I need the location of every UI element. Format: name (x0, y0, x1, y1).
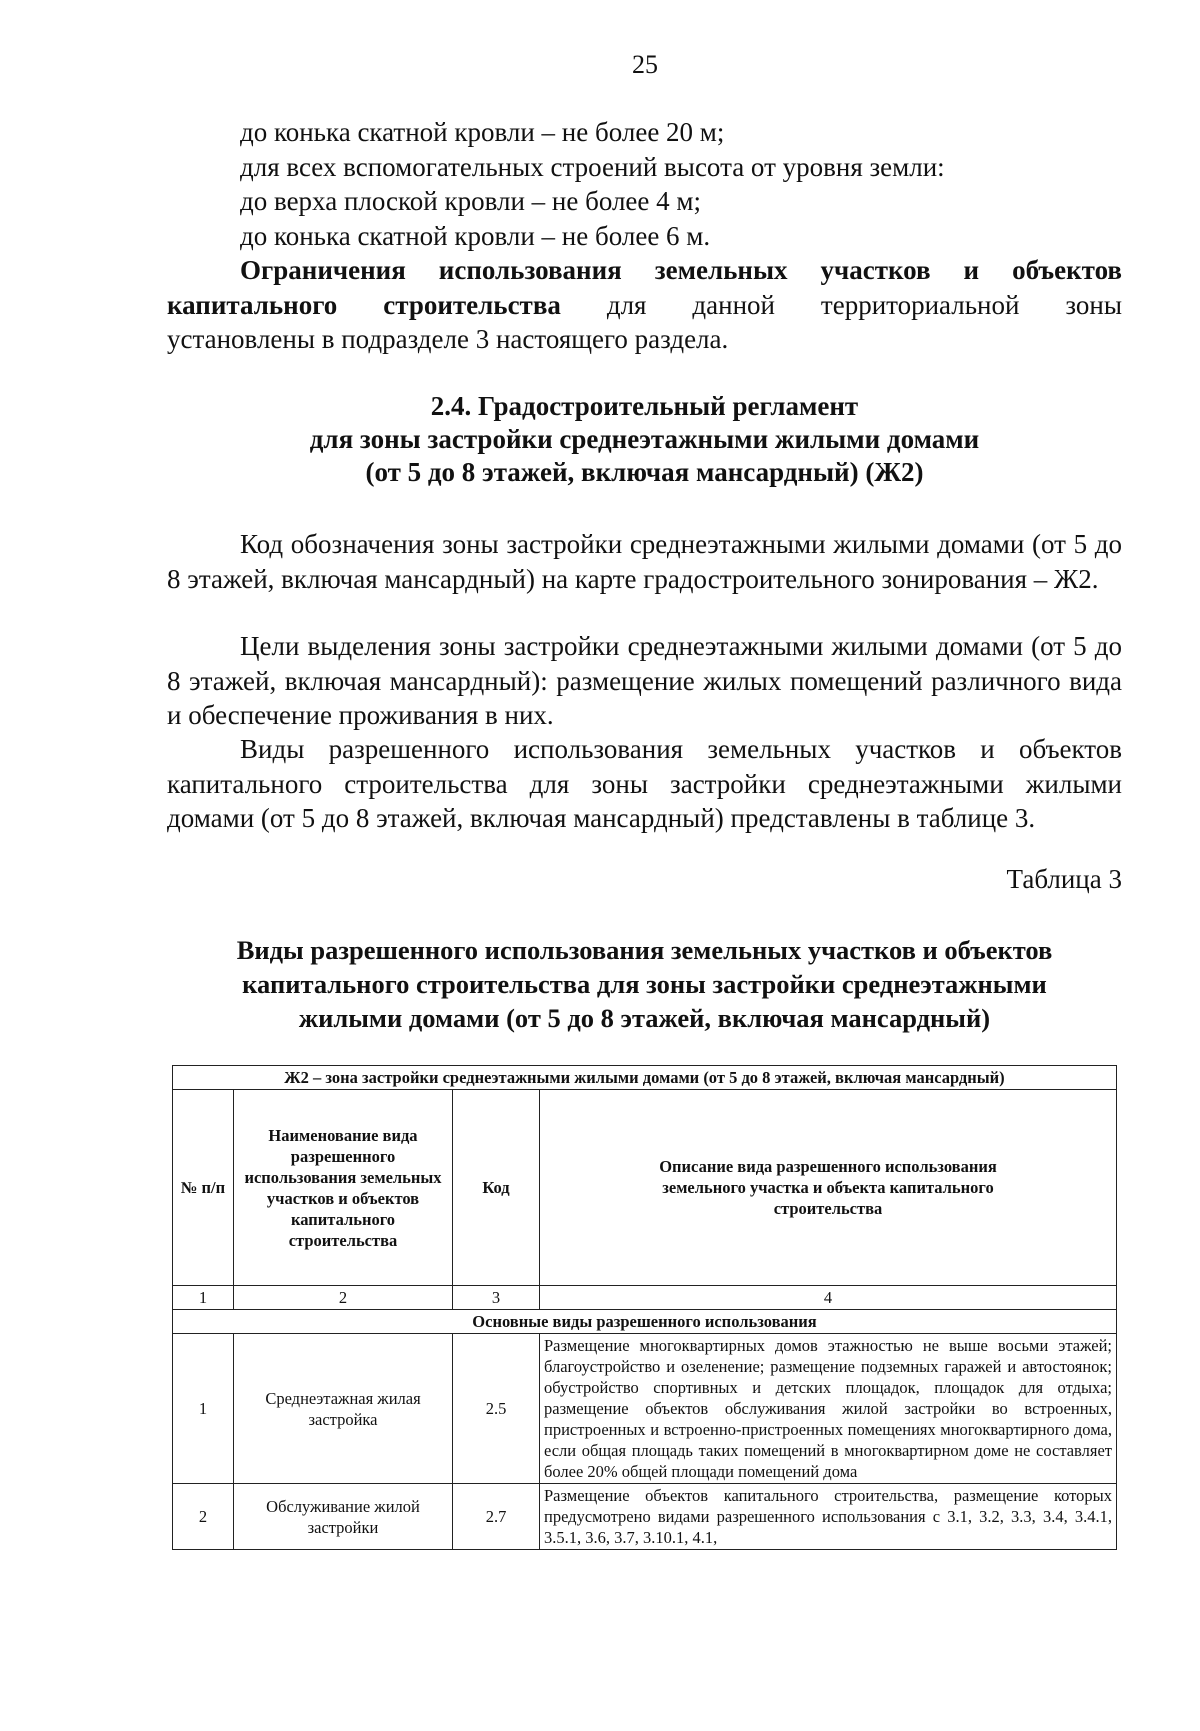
restrictions-paragraph (167, 253, 1122, 357)
row-description: Размещение объектов капитального строительства, размещение которых предусмотрено видами разрешенного использования с 3.1, 3.2, 3.3, 3.4, 3.4.1, 3.5.1, 3.6, 3.7, 3.10.1, 4.1, (540, 1484, 1117, 1550)
row-code: 2.5 (453, 1334, 540, 1484)
column-header-description: Описание вида разрешенного использования земельного участка и объекта капитального строительства (540, 1090, 1117, 1286)
table-title-line: жилыми домами (от 5 до 8 этажей, включая мансардный) (298, 1003, 991, 1033)
restrictions-bold-line: Ограничения использования земельных участков и объектов (240, 255, 1122, 285)
uses-paragraph (167, 732, 1122, 836)
height-limits-list (240, 115, 1140, 253)
row-name: Обслуживание жилой застройки (234, 1484, 453, 1550)
zone-header-cell: Ж2 – зона застройки среднеэтажными жилыми домами (от 5 до 8 этажей, включая мансардный) (173, 1066, 1117, 1090)
code-paragraph (167, 527, 1122, 596)
table-label: Таблица 3 (1006, 864, 1122, 894)
zone-header-row (173, 1066, 1117, 1090)
column-number: 4 (540, 1286, 1117, 1310)
table-title-line: Виды разрешенного использования земельных участков и объектов (236, 935, 1053, 965)
table-row (173, 1334, 1117, 1484)
paragraph-text: Виды разрешенного использования земельных участков и объектов капитального строительства для зоны застройки среднеэтажными жилыми домами (от 5 до 8 этажей, включая мансардный) представлены в таблице 3. (167, 734, 1122, 833)
text-line: для всех вспомогательных строений высота от уровня земли: (240, 151, 945, 182)
row-name: Среднеэтажная жилая застройка (234, 1334, 453, 1484)
column-header-num: № п/п (173, 1090, 234, 1286)
page-number: 25 (632, 50, 658, 79)
section-heading (167, 390, 1122, 489)
table-title (167, 933, 1122, 1035)
text-line: до верха плоской кровли – не более 4 м; (240, 186, 701, 216)
text-line: до конька скатной кровли – не более 6 м. (240, 220, 711, 251)
paragraph-text: Код обозначения зоны застройки среднеэтажными жилыми домами (от 5 до 8 этажей, включая мансардный) на карте градостроительного зонирования – Ж2. (167, 529, 1122, 594)
table-row (173, 1484, 1117, 1550)
column-number: 3 (453, 1286, 540, 1310)
column-number-row (173, 1286, 1117, 1310)
restrictions-last-line: установлены в подразделе 3 настоящего раздела. (167, 324, 729, 354)
restrictions-normal-part: для данной территориальной зоны (560, 289, 1122, 320)
section-heading-line: (от 5 до 8 этажей, включая мансардный) (Ж2) (365, 457, 924, 487)
section-row (173, 1310, 1117, 1334)
text-line: до конька скатной кровли – не более 20 м; (240, 117, 725, 147)
column-header-name: Наименование вида разрешенного использования земельных участков и объектов капитального строительства (234, 1090, 453, 1286)
section-heading-line: для зоны застройки среднеэтажными жилыми домами (309, 424, 980, 454)
column-header-code: Код (453, 1090, 540, 1286)
section-heading-line: 2.4. Градостроительный регламент (430, 391, 859, 421)
table-title-line: капитального строительства для зоны застройки среднеэтажными (242, 969, 1047, 999)
column-header-row (173, 1090, 1117, 1286)
row-code: 2.7 (453, 1484, 540, 1550)
goals-paragraph (167, 629, 1122, 733)
column-number: 1 (173, 1286, 234, 1310)
section-row-cell: Основные виды разрешенного использования (173, 1310, 1117, 1334)
row-num: 1 (173, 1334, 234, 1484)
column-number: 2 (234, 1286, 453, 1310)
row-description: Размещение многоквартирных домов этажностью не выше восьми этажей; благоустройство и озеленение; размещение подземных гаражей и автостоянок; обустройство спортивных и детских площадок, площадок для отдыха; размещение объектов обслуживания жилой застройки во встроенных, пристроенных и встроенно-пристроенных помещениях многоквартирного дома, если общая площадь таких помещений в многоквартирном доме не составляет более 20% общей площади помещений дома (540, 1334, 1117, 1484)
permitted-uses-table (172, 1065, 1117, 1550)
row-num: 2 (173, 1484, 234, 1550)
paragraph-text: Цели выделения зоны застройки среднеэтажными жилыми домами (от 5 до 8 этажей, включая мансардный): размещение жилых помещений различного вида и обеспечение проживания в них. (167, 631, 1122, 730)
restrictions-bold-part: капитального строительства (167, 289, 561, 320)
